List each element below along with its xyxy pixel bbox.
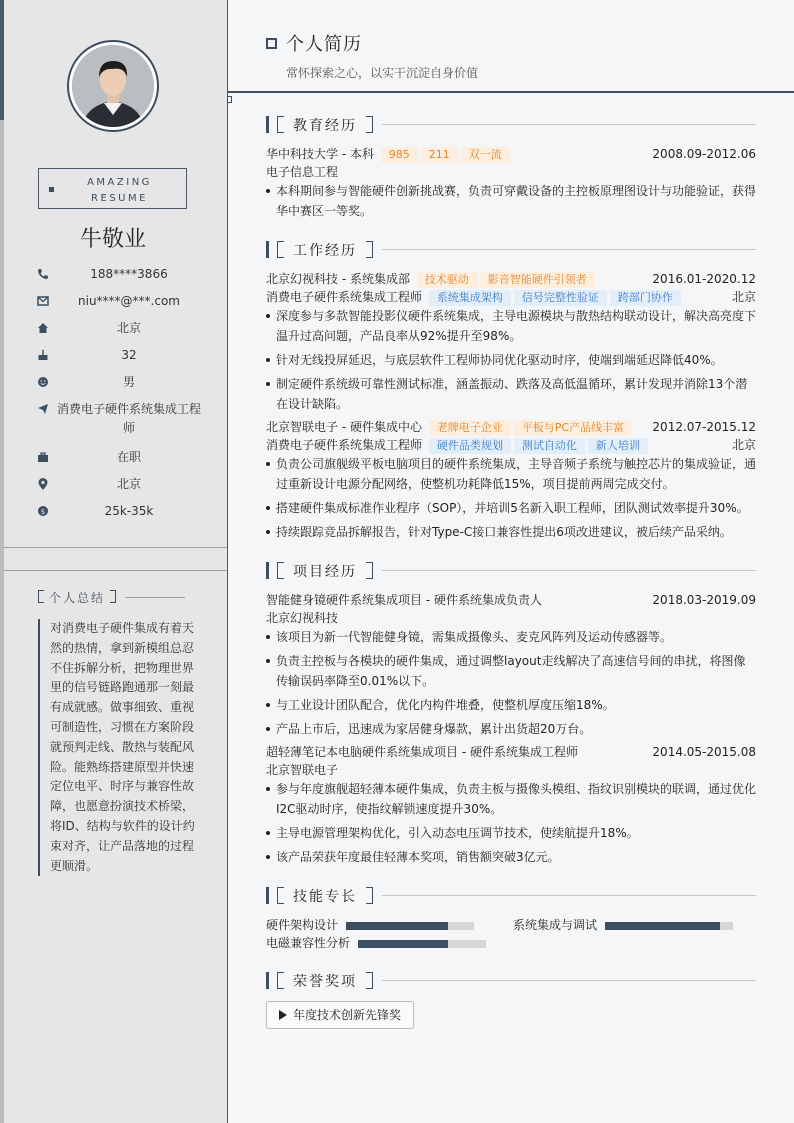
education-date: 2008.09-2012.06	[652, 147, 756, 161]
resume-badge	[38, 168, 187, 209]
project-org: 北京幻视科技	[266, 611, 339, 625]
send-icon	[36, 402, 50, 416]
project-bullet: 与工业设计团队配合，优化内构件堆叠，使整机厚度压缩18%。	[266, 695, 756, 715]
edu-tag: 985	[381, 147, 418, 163]
project-bullet: 参与年度旗舰超轻薄本硬件集成，负责主板与摄像头模组、指纹识别模块的联调，通过优化I2C驱动时序，使指纹解锁速度提升30%。	[266, 779, 756, 819]
project-bullet: 该产品荣获年度最佳轻薄本奖项，销售额突破3亿元。	[266, 847, 756, 867]
skill-bar-fill	[346, 922, 448, 930]
project-org: 北京智联电子	[266, 763, 339, 777]
job-date: 2012.07-2015.12	[652, 420, 756, 434]
play-triangle-icon	[279, 1010, 287, 1020]
location-pin-icon	[36, 477, 50, 491]
phone-icon	[36, 267, 50, 281]
mail-icon	[36, 294, 50, 308]
company-tag: 影音智能硬件引领者	[480, 272, 595, 288]
award-text: 年度技术创新先锋奖	[293, 1008, 402, 1022]
role-tag: 系统集成架构	[429, 290, 511, 306]
project-bullet: 产品上市后，迅速成为家居健身爆款，累计出货超20万台。	[266, 719, 756, 739]
company-tag: 技术驱动	[417, 272, 477, 288]
sidebar-divider	[4, 570, 227, 571]
company-name: 北京智联电子 - 硬件集成中心	[266, 420, 422, 434]
skill-bar-fill	[358, 940, 448, 948]
job-date: 2016.01-2020.12	[652, 272, 756, 286]
sidebar-divider	[4, 547, 227, 548]
project-bullet: 主导电源管理架构优化，引入动态电压调节技术，使续航提升18%。	[266, 823, 756, 843]
summary-heading	[38, 589, 116, 606]
job-bullet: 深度参与多款智能投影仪硬件系统集成，主导电源模块与散热结构联动设计，解决高亮度下温升过高问题，产品良率从92%提升至98%。	[266, 306, 756, 346]
avatar	[67, 40, 159, 132]
status-text: 在职	[116, 450, 141, 464]
skill-item	[266, 917, 476, 933]
skill-name: 硬件架构设计	[266, 918, 339, 932]
project-name: 智能健身镜硬件系统集成项目 - 硬件系统集成负责人	[266, 593, 542, 607]
role-tag: 跨部门协作	[610, 290, 681, 306]
project-header	[266, 591, 756, 609]
job-bullet: 搭建硬件集成标准作业程序（SOP），并培训5名新入职工程师，团队测试效率提升30%。	[266, 498, 756, 518]
page-subtitle: 常怀探索之心，以实干沉淀自身价值	[286, 66, 479, 80]
section-title: 项目经历	[293, 564, 357, 580]
section-education-heading	[266, 116, 756, 134]
badge-square-icon	[49, 187, 54, 192]
company-tag: 老牌电子企业	[429, 420, 511, 436]
job-bullet: 持续跟踪竞品拆解报告，针对Type-C接口兼容性提出6项改进建议，被后续产品采纳。	[266, 522, 756, 542]
edu-tag: 211	[421, 147, 458, 163]
skill-bar	[358, 940, 486, 948]
home-icon	[36, 321, 50, 335]
education-header	[266, 145, 756, 163]
email-text: niu****@***.com	[78, 294, 180, 308]
sidebar	[0, 0, 228, 1123]
company-tag: 平板与PC产品线丰富	[514, 420, 632, 436]
badge-line-2: RESUME	[91, 193, 148, 204]
svg-text:$: $	[40, 508, 46, 516]
section-title: 技能专长	[293, 889, 357, 905]
award-item	[266, 1001, 414, 1029]
job-role: 消费电子硬件系统集成工程师	[266, 438, 423, 452]
role-tag: 信号完整性验证	[514, 290, 607, 306]
skill-bar	[605, 922, 733, 930]
money-icon	[36, 504, 50, 518]
project-date: 2014.05-2015.08	[652, 745, 756, 759]
skill-item	[266, 935, 488, 951]
role-tag: 测试自动化	[514, 438, 585, 454]
sidebar-edge	[0, 0, 4, 1123]
page-title: 个人简历	[286, 34, 362, 55]
skill-bar	[346, 922, 474, 930]
smile-icon	[36, 375, 50, 389]
section-title: 工作经历	[293, 243, 357, 259]
salary-text: 25k-35k	[104, 504, 154, 518]
role-tag: 硬件品类规划	[429, 438, 511, 454]
company-name: 北京幻视科技 - 系统集成部	[266, 272, 410, 286]
header-rule	[227, 91, 794, 93]
badge-text	[67, 175, 172, 207]
section-title: 教育经历	[293, 118, 357, 134]
header-mark	[227, 96, 232, 103]
job-city: 北京	[731, 438, 756, 452]
job-bullet: 制定硬件系统级可靠性测试标准，涵盖振动、跌落及高低温循环，累计发现并消除13个潜在设计缺陷。	[266, 374, 756, 414]
summary-heading-text: 个人总结	[49, 591, 106, 605]
summary-heading-rule	[125, 597, 185, 598]
job-role: 消费电子硬件系统集成工程师	[266, 290, 423, 304]
position-text: 消费电子硬件系统集成工程师	[56, 402, 201, 435]
age-text: 32	[121, 348, 137, 362]
edu-tag: 双一流	[461, 147, 510, 163]
summary-text: 对消费电子硬件集成有着天然的热情，拿到新模组总忍不住拆解分析，把物理世界里的信号链路跑通那一刻最有成就感。做事细致、重视可制造性，习惯在方案阶段就预判走线、散热与装配风险。能熟练搭建原型并快速定位电平、时序与兼容性故障，也愿意扮演技术桥梁，将ID、结构与软件的设计约束对齐，让产品落地的过程更顺滑。	[38, 619, 200, 876]
skill-item	[513, 917, 735, 933]
title-square-icon	[266, 38, 277, 49]
section-projects-heading	[266, 562, 756, 580]
job-bullet: 负责公司旗舰级平板电脑项目的硬件系统集成，主导音频子系统与触控芯片的集成验证，通过重新设计电源分配网络，使整机功耗降低15%，项目提前两周完成交付。	[266, 454, 756, 494]
section-title: 荣誉奖项	[293, 974, 357, 990]
avatar-photo	[72, 45, 154, 127]
badge-line-1: AMAZING	[87, 177, 152, 188]
project-bullet: 负责主控板与各模块的硬件集成，通过调整layout走线解决了高速信号间的串扰，将图像传输误码率降至0.01%以下。	[266, 651, 756, 691]
sidebar-edge-accent	[0, 0, 4, 120]
job-role-row	[266, 436, 756, 454]
phone-text: 188****3866	[90, 267, 168, 281]
project-bullet: 该项目为新一代智能健身镜，需集成摄像头、麦克风阵列及运动传感器等。	[266, 627, 756, 647]
school-name: 华中科技大学 - 本科	[266, 147, 374, 161]
role-tag: 新人培训	[588, 438, 648, 454]
skill-name: 系统集成与调试	[513, 918, 598, 932]
section-honors-heading	[266, 972, 756, 990]
job-city: 北京	[731, 290, 756, 304]
education-major: 电子信息工程	[266, 165, 339, 179]
candidate-name: 牛敬业	[79, 227, 146, 252]
cake-icon	[36, 348, 50, 362]
job-bullet: 针对无线投屏延迟，与底层软件工程师协同优化驱动时序，使端到端延迟降低40%。	[266, 350, 756, 370]
project-header	[266, 743, 756, 761]
section-skills-heading	[266, 887, 756, 905]
job-header	[266, 270, 756, 288]
skill-bar-fill	[605, 922, 720, 930]
briefcase-icon	[36, 450, 50, 464]
project-name: 超轻薄笔记本电脑硬件系统集成项目 - 硬件系统集成工程师	[266, 745, 578, 759]
job-header	[266, 418, 756, 436]
job-role-row	[266, 288, 756, 306]
location-text: 北京	[116, 477, 141, 491]
education-bullet: 本科期间参与智能硬件创新挑战赛，负责可穿戴设备的主控板原理图设计与功能验证，获得华中赛区一等奖。	[266, 181, 756, 221]
section-work-heading	[266, 241, 756, 259]
home-text: 北京	[116, 321, 141, 335]
gender-text: 男	[122, 375, 135, 389]
skill-name: 电磁兼容性分析	[266, 936, 351, 950]
project-date: 2018.03-2019.09	[652, 593, 756, 607]
